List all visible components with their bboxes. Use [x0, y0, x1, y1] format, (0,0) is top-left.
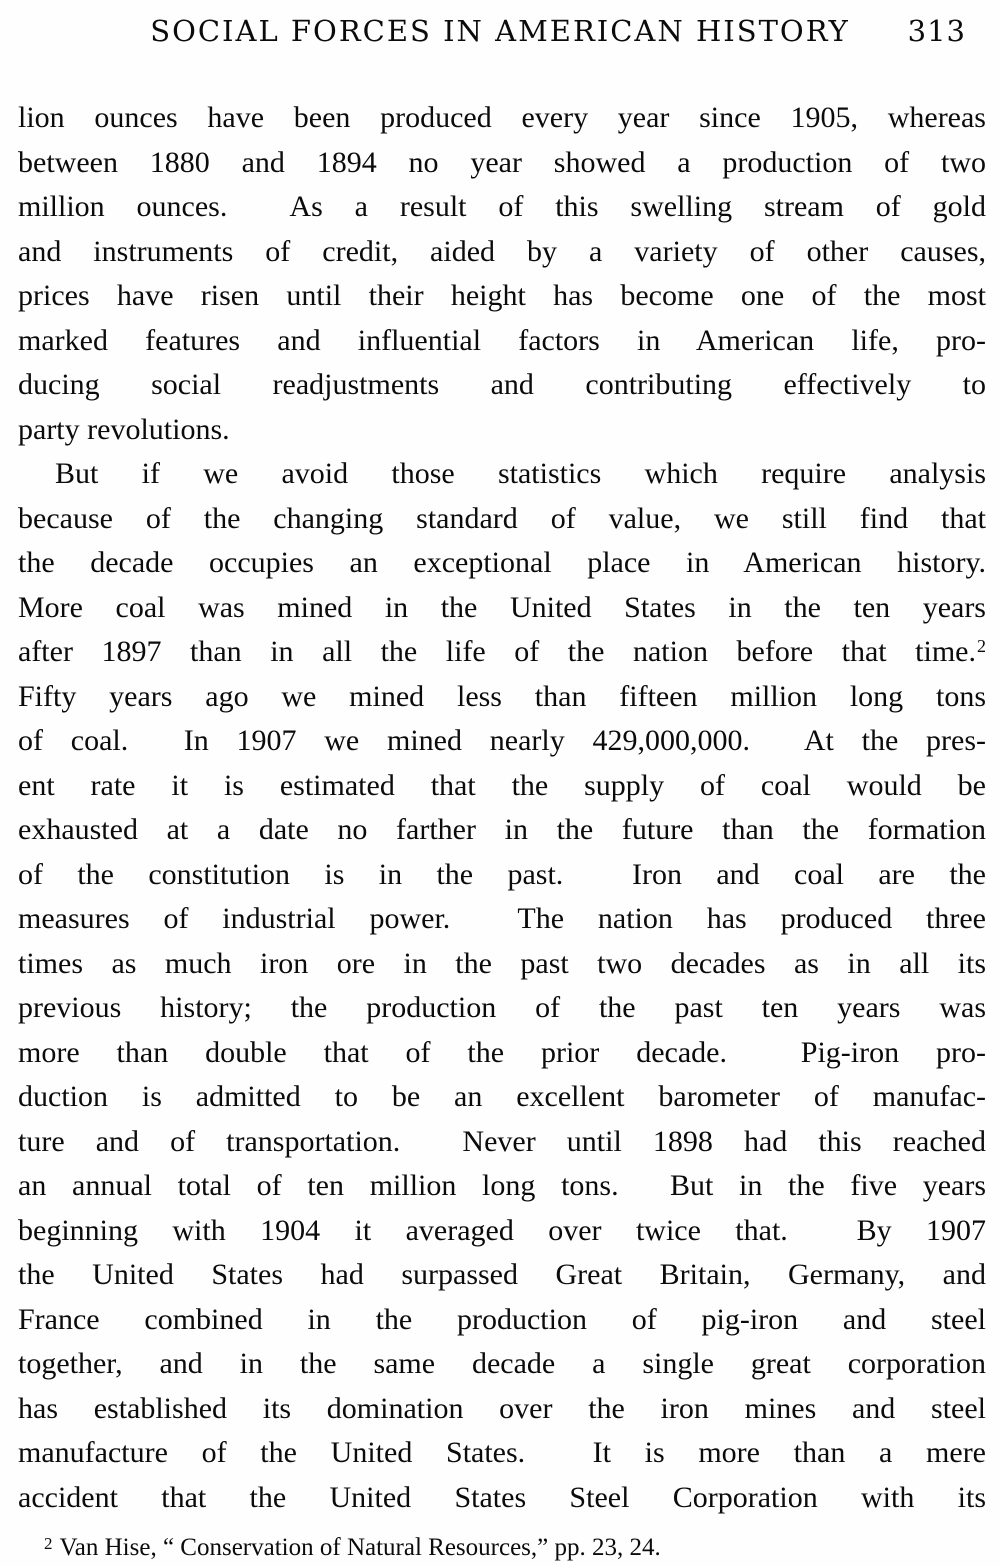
text-line-content: times as much iron ore in the past two decades as in all its	[18, 946, 986, 980]
text-line	[18, 1253, 986, 1298]
text-line	[18, 408, 986, 453]
text-line-content: measures of industrial power. The nation has produced three	[18, 902, 986, 935]
text-line	[18, 96, 986, 141]
text-line	[18, 452, 986, 497]
text-line	[18, 1342, 986, 1387]
text-line	[18, 1209, 986, 1254]
text-line-content: ducing social readjustments and contributing effectively to	[18, 368, 986, 401]
footnote-marker: 2	[44, 1534, 53, 1553]
text-line	[18, 719, 986, 764]
text-line-content: and instruments of credit, aided by a variety of other causes,	[18, 234, 986, 268]
footnote	[0, 1528, 1000, 1564]
text-line-content: France combined in the production of pig-iron and steel	[18, 1302, 986, 1336]
text-line	[18, 1164, 986, 1209]
text-line-content: an annual total of ten million long tons. But in the five years	[18, 1169, 986, 1202]
text-line	[18, 497, 986, 542]
text-line-content: after 1897 than in all the life of the nation before that time.	[18, 635, 976, 668]
text-line-content: accident that the United States Steel Corporation with its	[18, 1480, 986, 1514]
text-line-content: exhausted at a date no farther in the future than the formation	[18, 813, 986, 846]
text-line	[18, 675, 986, 720]
text-line	[18, 1431, 986, 1476]
text-line-content: marked features and influential factors in American life, pro-	[18, 323, 986, 357]
text-line-content: duction is admitted to be an excellent barometer of manufac-	[18, 1080, 986, 1113]
text-line-content: But if we avoid those statistics which require analysis	[55, 457, 986, 490]
text-line	[18, 764, 986, 809]
running-title: SOCIAL FORCES IN AMERICAN HISTORY	[150, 14, 850, 48]
text-line-content: because of the changing standard of value, we still find that	[18, 501, 986, 535]
text-line	[18, 185, 986, 230]
text-block	[0, 96, 1000, 1520]
text-line	[18, 1476, 986, 1521]
page-header	[0, 0, 1000, 54]
text-line-content: together, and in the same decade a single great corporation	[18, 1347, 986, 1380]
text-line-content: the United States had surpassed Great Britain, Germany, and	[18, 1258, 986, 1291]
text-line	[18, 942, 986, 987]
text-line-content: beginning with 1904 it averaged over twice that. By 1907	[18, 1213, 986, 1247]
text-line-content: the decade occupies an exceptional place in American history.	[18, 546, 986, 579]
text-line-content: prices have risen until their height has become one of the most	[18, 279, 986, 312]
text-line-content: million ounces. As a result of this swelling stream of gold	[18, 190, 986, 223]
text-line	[18, 1031, 986, 1076]
text-line	[18, 897, 986, 942]
text-line-content: of the constitution is in the past. Iron and coal are the	[18, 857, 986, 891]
footnote-text: Van Hise, “ Conservation of Natural Resources,” pp. 23, 24.	[59, 1534, 661, 1561]
text-line-content: More coal was mined in the United States in the ten years	[18, 590, 986, 624]
text-line	[18, 586, 986, 631]
text-line-content: of coal. In 1907 we mined nearly 429,000,000. At the pres-	[18, 724, 986, 757]
text-line-content: ent rate it is estimated that the supply of coal would be	[18, 768, 986, 802]
text-line	[18, 541, 986, 586]
text-line-content: manufacture of the United States. It is more than a mere	[18, 1436, 986, 1469]
text-line-content: previous history; the production of the past ten years was	[18, 991, 986, 1024]
text-line	[18, 630, 986, 675]
text-line	[18, 274, 986, 319]
text-line	[18, 319, 986, 364]
text-line-content: more than double that of the prior decade. Pig-iron pro-	[18, 1035, 986, 1069]
text-line	[18, 1120, 986, 1165]
text-line	[18, 853, 986, 898]
text-line-content: lion ounces have been produced every year since 1905, whereas	[18, 101, 986, 134]
text-line-content: has established its domination over the iron mines and steel	[18, 1391, 986, 1425]
text-line-content: between 1880 and 1894 no year showed a production of two	[18, 145, 986, 179]
text-line	[18, 1387, 986, 1432]
text-line	[18, 230, 986, 275]
text-line	[18, 808, 986, 853]
page-number: 313	[907, 14, 966, 48]
text-line	[18, 1298, 986, 1343]
text-line-content: party revolutions.	[18, 412, 230, 446]
text-line	[18, 986, 986, 1031]
text-line-content: ture and of transportation. Never until 1898 had this reached	[18, 1124, 986, 1158]
text-line	[18, 1075, 986, 1120]
text-line-content: Fifty years ago we mined less than fifteen million long tons	[18, 679, 986, 713]
text-line	[18, 363, 986, 408]
footnote-reference: 2	[977, 636, 986, 656]
text-line	[18, 141, 986, 186]
